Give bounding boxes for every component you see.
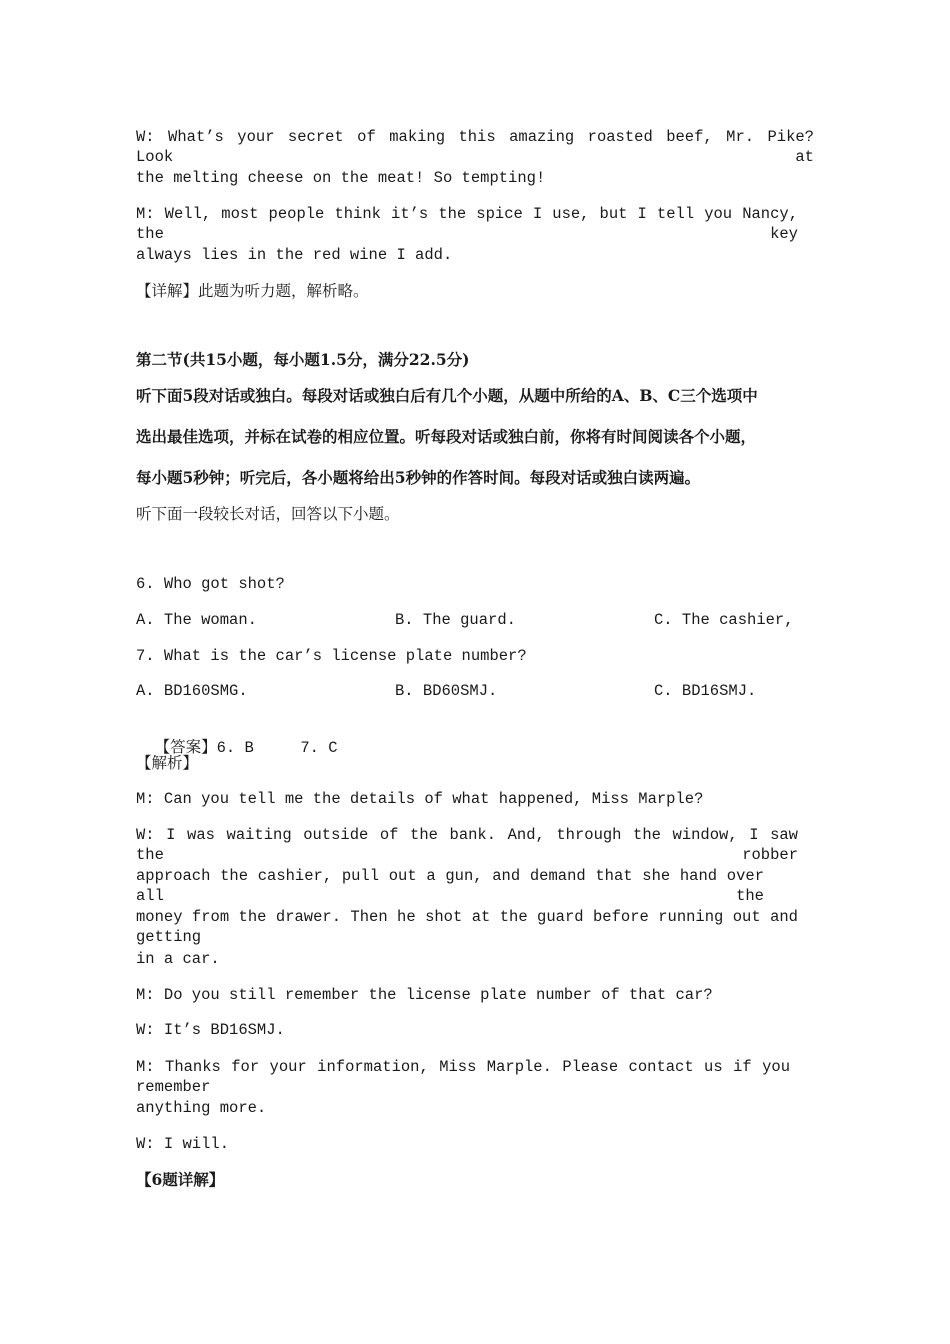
transcript-line: M: Can you tell me the details of what happened, Miss Marple?	[136, 790, 704, 808]
transcript-line: W: It’s BD16SMJ.	[136, 1021, 285, 1039]
dialogue-line: M: Well, most people think it’s the spice I use, but I tell you Nancy, the key	[136, 205, 798, 243]
option-b: B. BD60SMJ.	[395, 682, 498, 700]
section-heading: 第二节(共15小题，每小题1.5分，满分22.5分)	[136, 350, 470, 369]
answer-label: 【答案】	[154, 738, 217, 756]
transcript-line: approach the cashier, pull out a gun, and demand that she hand over all the	[136, 867, 764, 905]
answer-text: 6. B 7. C	[216, 739, 338, 757]
detail-note: 【详解】此题为听力题，解析略。	[136, 282, 369, 300]
dialogue-line: always lies in the red wine I add.	[136, 246, 453, 264]
transcript-line: anything more.	[136, 1099, 267, 1117]
transcript-line: W: I was waiting outside of the bank. And, through the window, I saw the robber	[136, 826, 798, 864]
transcript-line: M: Thanks for your information, Miss Marple. Please contact us if you remember	[136, 1058, 790, 1096]
option-a: A. BD160SMG.	[136, 682, 248, 700]
q6-detail-label: 【6题详解】	[136, 1170, 225, 1189]
dialogue-line: W: What’s your secret of making this amazing roasted beef, Mr. Pike? Look at	[136, 128, 814, 166]
analysis-label: 【解析】	[136, 754, 199, 772]
options-row	[136, 610, 836, 630]
transcript-line: in a car.	[136, 950, 220, 968]
instruction-line: 选出最佳选项，并标在试卷的相应位置。听每段对话或独白前，你将有时间阅读各个小题，	[136, 427, 757, 446]
question-stem: 7. What is the car’s license plate number?	[136, 647, 527, 665]
option-a: A. The woman.	[136, 611, 257, 629]
options-row	[136, 681, 836, 701]
question-stem: 6. Who got shot?	[136, 575, 285, 593]
instruction-line: 每小题5秒钟；听完后，各小题将给出5秒钟的作答时间。每段对话或独白读两遍。	[136, 468, 701, 487]
option-c: C. BD16SMJ.	[654, 682, 757, 700]
answer-line	[136, 717, 338, 758]
transcript-line: money from the drawer. Then he shot at the guard before running out and getting	[136, 908, 798, 946]
option-c: C. The cashier,	[654, 611, 794, 629]
option-b: B. The guard.	[395, 611, 516, 629]
transcript-line: M: Do you still remember the license plate number of that car?	[136, 986, 713, 1004]
dialogue-line: the melting cheese on the meat! So tempting!	[136, 169, 546, 187]
section-intro: 听下面一段较长对话，回答以下小题。	[136, 505, 400, 523]
instruction-line: 听下面5段对话或独白。每段对话或独白后有几个小题，从题中所给的A、B、C三个选项中	[136, 386, 758, 405]
transcript-line: W: I will.	[136, 1135, 230, 1153]
